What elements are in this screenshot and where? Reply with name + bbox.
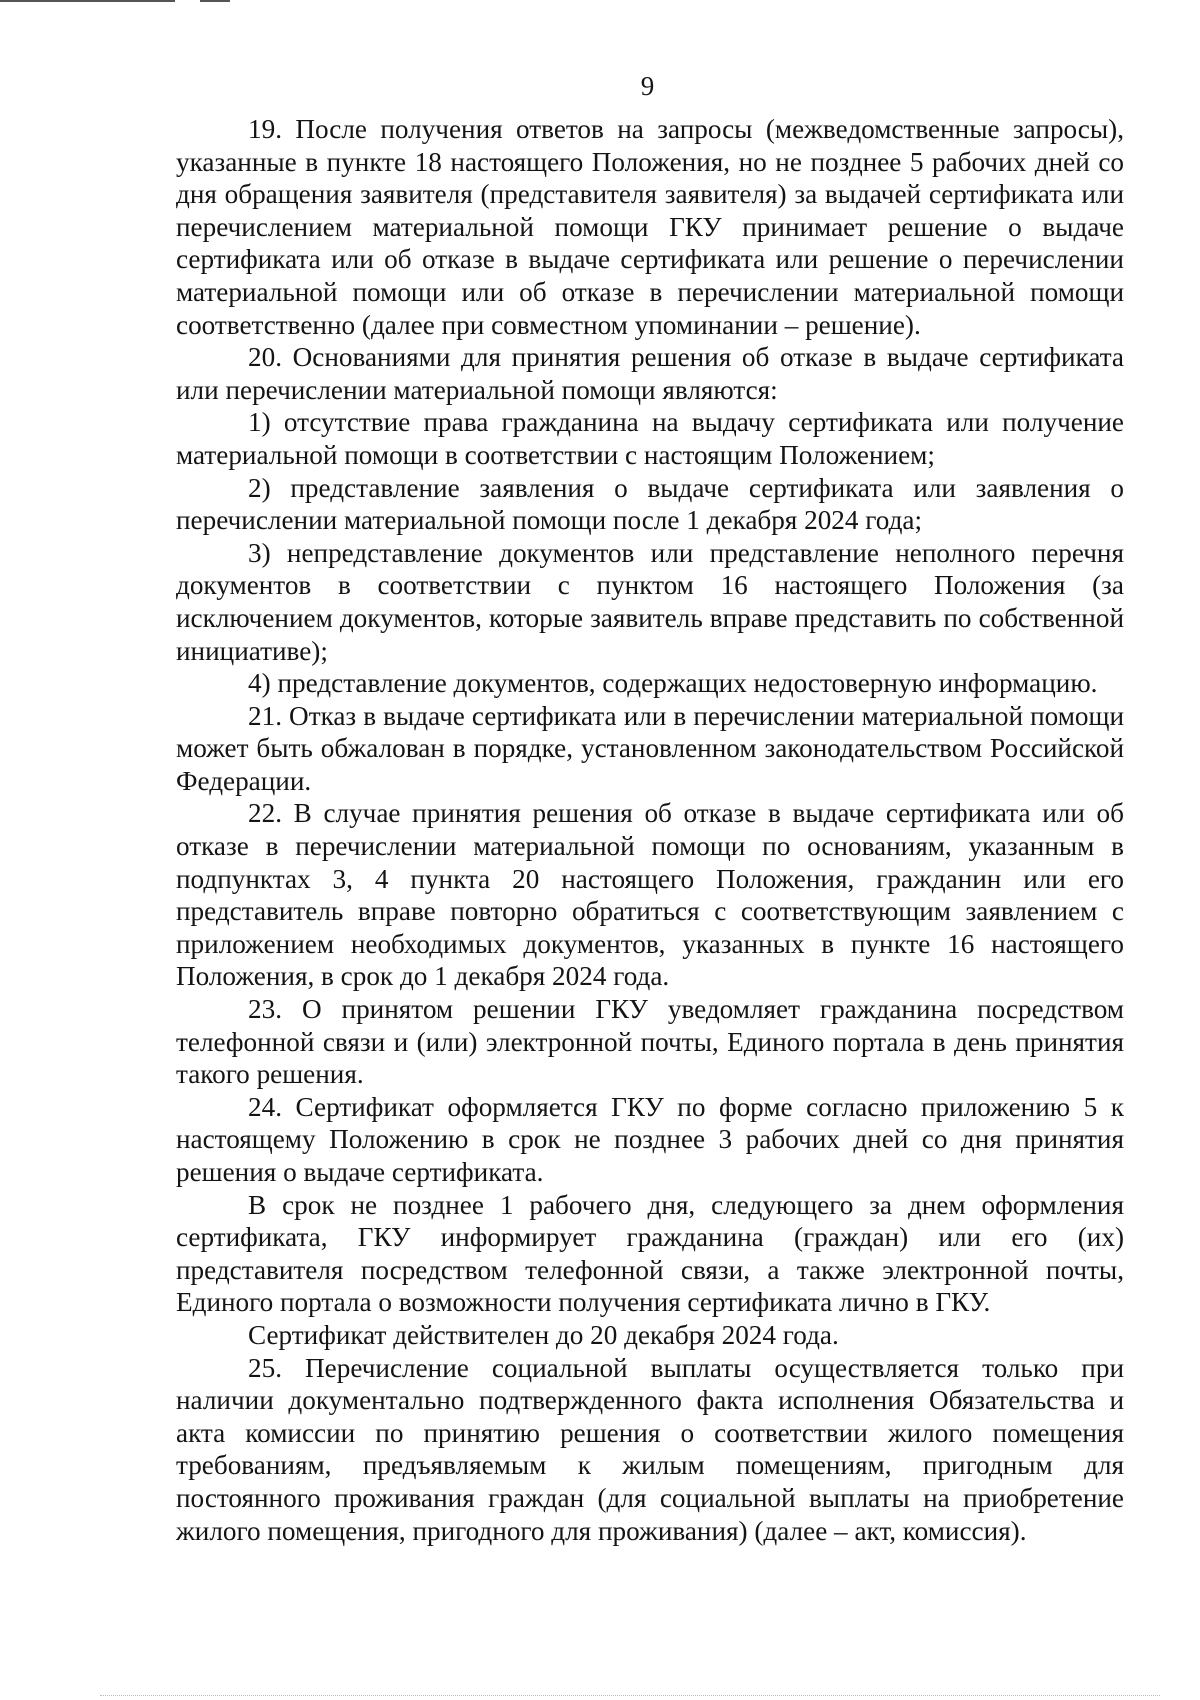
paragraph-24: 24. Сертификат оформляется ГКУ по форме согласно приложению 5 к настоящему Положению в срок не позднее 3 рабочих дней со дня принятия решения о выдаче сертификата.: [176, 1091, 1124, 1187]
subparagraph-20-3: 3) непредставление документов или представление неполного перечня документов в соответствии с пунктом 16 настоящего Положения (за исключением документов, которые заявитель вправе представить по собственной инициативе);: [176, 537, 1124, 666]
paragraph-22: 22. В случае принятия решения об отказе в выдаче сертификата или об отказе в перечислении материальной помощи по основаниям, указанным в подпунктах 3, 4 пункта 20 настоящего Положения, гражданин или его представитель вправе повторно обратиться с соответствующим заявлением с приложением необходимых документов, указанных в пункте 16 настоящего Положения, в срок до 1 декабря 2024 года.: [176, 798, 1124, 992]
scan-edge-mark: [200, 0, 230, 2]
subparagraph-20-4: 4) представление документов, содержащих недостоверную информацию.: [248, 668, 1098, 699]
paragraph-19: 19. После получения ответов на запросы (межведомственные запросы), указанные в пункте 18 настоящего Положения, но не позднее 5 рабочих дней со дня обращения заявителя (представителя заявителя) за выдачей сертификата или перечислением материальной помощи ГКУ принимает решение о выдаче сертификата или об отказе в выдаче сертификата или решение о перечислении материальной помощи или об отказе в перечислении материальной помощи соответственно (далее при совместном упоминании – решение).: [176, 114, 1124, 340]
page-number: 9: [640, 71, 655, 101]
scan-edge-mark: [0, 0, 175, 2]
paragraph-21: 21. Отказ в выдаче сертификата или в перечислении материальной помощи может быть обжалован в порядке, установленном законодательством Российской Федерации.: [176, 700, 1124, 796]
scan-bottom-edge: [100, 1695, 1160, 1696]
paragraph-24-notification: В срок не позднее 1 рабочего дня, следующего за днем оформления сертификата, ГКУ информирует гражданина (граждан) или его (их) представителя посредством телефонной связи, а также электронной почты, Единого портала о возможности получения сертификата лично в ГКУ.: [176, 1189, 1124, 1318]
paragraph-25: 25. Перечисление социальной выплаты осуществляется только при наличии документально подтвержденного факта исполнения Обязательства и акта комиссии по принятию решения о соответствии жилого помещения требованиям, предъявляемым к жилым помещениям, пригодным для постоянного проживания граждан (для социальной выплаты на приобретение жилого помещения, пригодного для проживания) (далее – акт, комиссия).: [176, 1352, 1124, 1546]
paragraph-20: 20. Основаниями для принятия решения об отказе в выдаче сертификата или перечислении материальной помощи являются:: [176, 342, 1124, 405]
paragraph-23: 23. О принятом решении ГКУ уведомляет гражданина посредством телефонной связи и (или) электронной почты, Единого портала в день принятия такого решения.: [176, 994, 1124, 1090]
subparagraph-20-2: 2) представление заявления о выдаче сертификата или заявления о перечислении материальной помощи после 1 декабря 2024 года;: [176, 472, 1124, 536]
subparagraph-20-1: 1) отсутствие права гражданина на выдачу сертификата или получение материальной помощи в соответствии с настоящим Положением;: [176, 407, 1124, 470]
document-body: [176, 113, 1124, 1547]
paragraph-24-validity: Сертификат действителен до 20 декабря 2024 года.: [248, 1319, 839, 1350]
